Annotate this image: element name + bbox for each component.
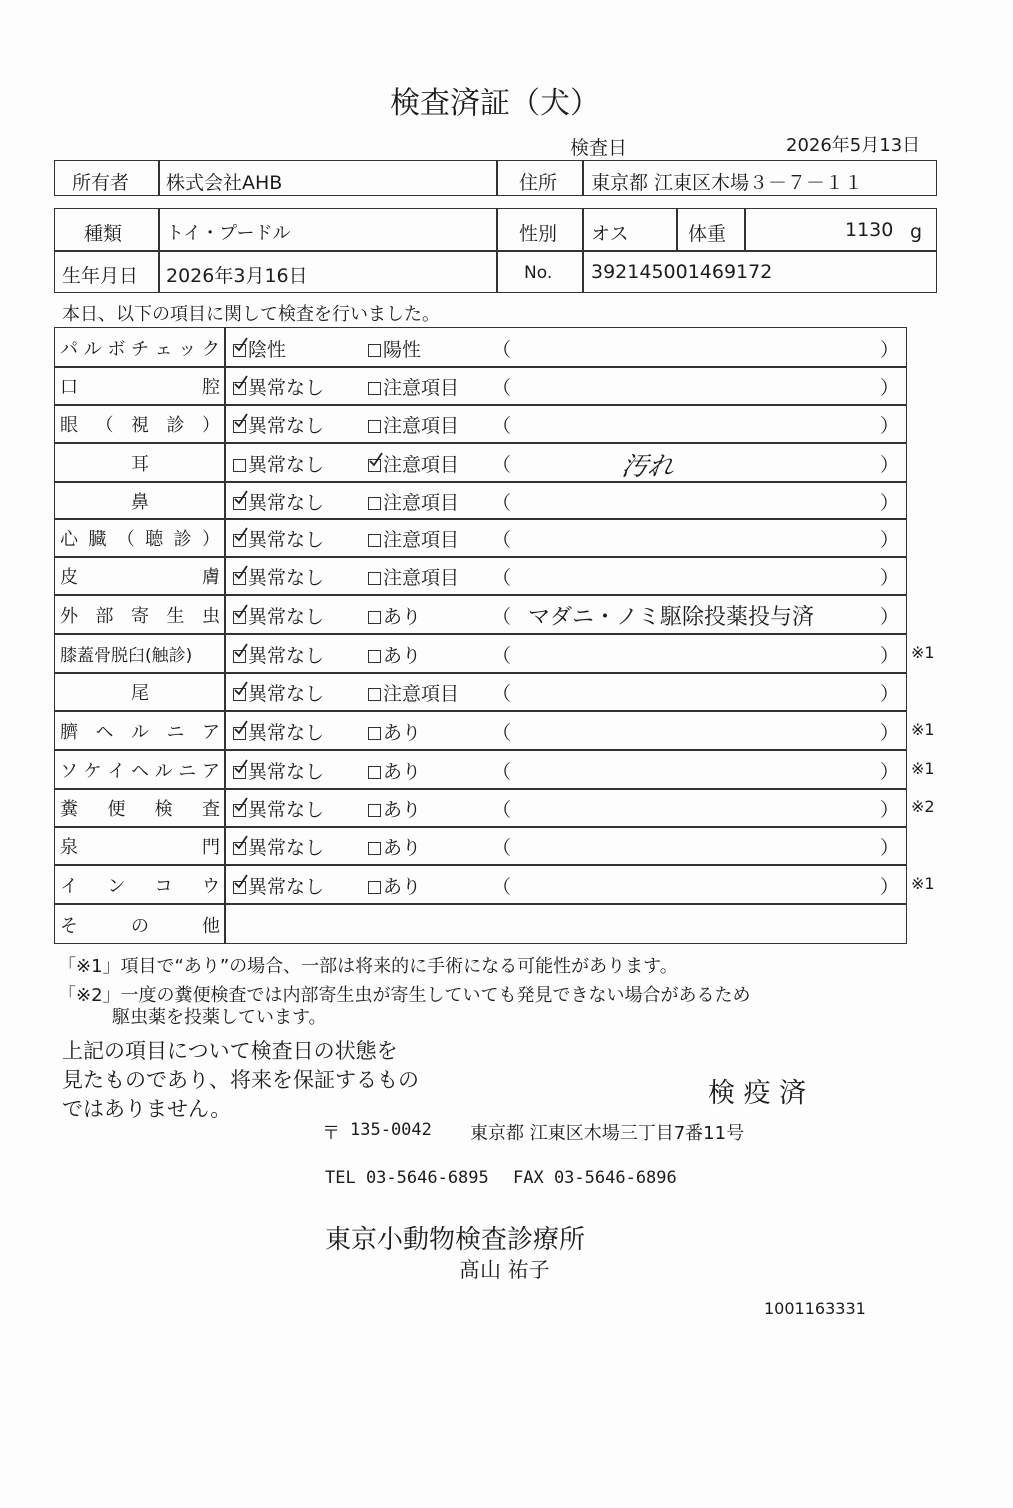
paren-close: ） [880,415,900,437]
sex-label: 性別 [519,223,558,245]
row-footnote-mark: ※1 [911,873,935,893]
paren-open: （ [492,567,512,589]
option-normal-checkbox[interactable]: 異常なし [233,411,324,438]
paren-close: ） [880,837,900,859]
paren-close: ） [880,644,900,667]
option-flag-checkbox[interactable]: 注意項目 [368,411,459,438]
row-label: 眼 （ 視 診 ） [60,415,220,436]
paren-close: ） [880,683,900,705]
option-flag-checkbox[interactable]: あり [368,641,421,668]
option-normal-checkbox[interactable]: 陰性 [233,335,286,362]
clinic-tel: TEL 03-5646-6895 [325,1168,489,1188]
paren-open: （ [492,415,512,437]
document-number: 1001163331 [764,1299,866,1318]
row-label: 臍 ヘ ル ニ ア [60,721,220,743]
row-label: 外 部 寄 生 虫 [60,605,220,627]
weight-unit: g [910,221,923,243]
birth-label: 生年月日 [62,265,139,287]
footnote-2-line1: 「※2」一度の糞便検査では内部寄生虫が寄生していても発見できない場合があるため [58,985,751,1006]
paren-close: ） [880,377,900,399]
option-flag-checkbox[interactable]: あり [368,872,421,899]
disclaimer-line1: 上記の項目について検査日の状態を [62,1039,398,1063]
paren-close: ） [880,605,900,628]
paren-open: （ [492,605,512,628]
row-label: ソ ケ イ ヘ ル ニ ア [60,760,220,782]
paren-close: ） [880,567,900,589]
row-label: 耳 [131,453,149,475]
owner-label: 所有者 [72,172,130,194]
row-footnote-mark: ※1 [911,719,935,739]
row-footnote-mark: ※1 [911,642,935,662]
option-flag-checkbox[interactable]: あり [368,795,421,822]
row-remark: マダニ・ノミ駆除投薬投与済 [528,604,815,630]
option-normal-checkbox[interactable]: 異常なし [233,641,324,668]
option-normal-checkbox[interactable]: 異常なし [233,795,324,822]
exam-date: 2026年5月13日 [786,135,921,156]
sex-value: オス [591,223,629,245]
paren-open: （ [492,721,512,744]
row-label: そ の 他 [60,915,220,937]
paren-open: （ [492,644,512,667]
paren-open: （ [492,799,512,821]
paren-open: （ [492,338,512,361]
option-flag-checkbox[interactable]: あり [368,602,421,629]
address-value: 東京都 江東区木場３－７－１１ [591,172,864,194]
option-flag-checkbox[interactable]: 注意項目 [368,563,459,590]
address-label: 住所 [519,172,558,194]
paren-open: （ [492,529,512,551]
paren-open: （ [492,491,512,514]
option-flag-checkbox[interactable]: 注意項目 [368,679,459,706]
row-footnote-mark: ※2 [911,797,935,816]
type-value: トイ・プードル [166,223,291,244]
paren-open: （ [492,875,512,898]
option-flag-checkbox[interactable]: あり [368,833,421,860]
footnote-2-line2: 駆虫薬を投薬しています。 [112,1007,327,1028]
option-flag-checkbox[interactable]: 陽性 [368,335,421,362]
intro-text: 本日、以下の項目に関して検査を行いました。 [62,304,440,325]
paren-close: ） [880,338,900,361]
row-label: 心 臓 （ 聴 診 ） [60,529,220,550]
option-flag-checkbox[interactable]: あり [368,718,421,745]
paren-close: ） [880,491,900,514]
paren-close: ） [880,721,900,744]
paren-close: ） [880,875,900,898]
clinic-fax: FAX 03-5646-6896 [513,1168,677,1188]
option-flag-checkbox[interactable]: 注意項目 [368,373,459,400]
postal-mark: 〒 [322,1123,340,1144]
no-value: 392145001469172 [591,261,773,283]
row-label: 膝蓋骨脱臼(触診) [60,645,193,666]
row-label: 口 腔 [60,377,220,398]
clinic-address: 東京都 江東区木場三丁目7番11号 [470,1123,745,1144]
option-normal-checkbox[interactable]: 異常なし [233,833,324,860]
row-label: イ ン コ ウ [60,875,220,897]
paren-close: ） [880,799,900,821]
paren-close: ） [880,529,900,551]
paren-open: （ [492,683,512,705]
paren-open: （ [492,760,512,783]
exam-date-label: 検査日 [570,137,628,159]
row-label: 糞 便 検 査 [60,799,220,820]
footnote-1: 「※1」項目で“あり”の場合、一部は将来的に手術になる可能性があります。 [58,956,678,977]
clinic-name: 東京小動物検査診療所 [325,1225,586,1255]
option-normal-checkbox[interactable]: 異常なし [233,872,324,899]
paren-open: （ [492,453,512,476]
option-normal-checkbox[interactable]: 異常なし [233,563,324,590]
owner-value: 株式会社AHB [166,172,283,194]
weight-value: 1130 [845,219,894,241]
paren-open: （ [492,837,512,859]
weight-label: 体重 [688,223,727,245]
option-normal-checkbox[interactable]: 異常なし [233,488,324,515]
inspection-stamp: 検 疫 済 [708,1078,807,1109]
paren-open: （ [492,377,512,399]
option-normal-checkbox[interactable]: 異常なし [233,718,324,745]
option-flag-checkbox[interactable]: 注意項目 [368,488,459,515]
document-title: 検査済証（犬） [390,86,600,121]
birth-value: 2026年3月16日 [166,265,308,287]
type-label: 種類 [84,223,123,245]
option-normal-checkbox[interactable]: 異常なし [233,373,324,400]
row-footnote-mark: ※1 [911,758,935,778]
row-label: 皮 膚 [60,567,220,588]
no-label: No. [524,263,553,283]
option-normal-checkbox[interactable]: 異常なし [233,525,324,552]
postal-code: 135-0042 [350,1120,432,1140]
option-normal-checkbox[interactable]: 異常なし [233,757,324,784]
option-normal-checkbox[interactable]: 異常なし [233,450,324,477]
disclaimer-line2: 見たものであり、将来を保証するもの [62,1068,419,1092]
row-remark: 汚れ [619,451,676,482]
paren-close: ） [880,453,900,476]
disclaimer-line3: ではありません。 [62,1097,232,1121]
option-flag-checkbox[interactable]: あり [368,757,421,784]
option-normal-checkbox[interactable]: 異常なし [233,679,324,706]
paren-close: ） [880,760,900,783]
row-label: 鼻 [131,491,149,513]
option-flag-checkbox[interactable]: 注意項目 [368,525,459,552]
option-normal-checkbox[interactable]: 異常なし [233,602,324,629]
row-label: 尾 [131,683,149,704]
vet-name: 髙山 祐子 [459,1258,550,1282]
row-label: 泉 門 [60,837,220,858]
row-label: パ ル ボ チ ェ ッ ク [60,338,220,360]
option-flag-checkbox[interactable]: 注意項目 [368,450,459,477]
